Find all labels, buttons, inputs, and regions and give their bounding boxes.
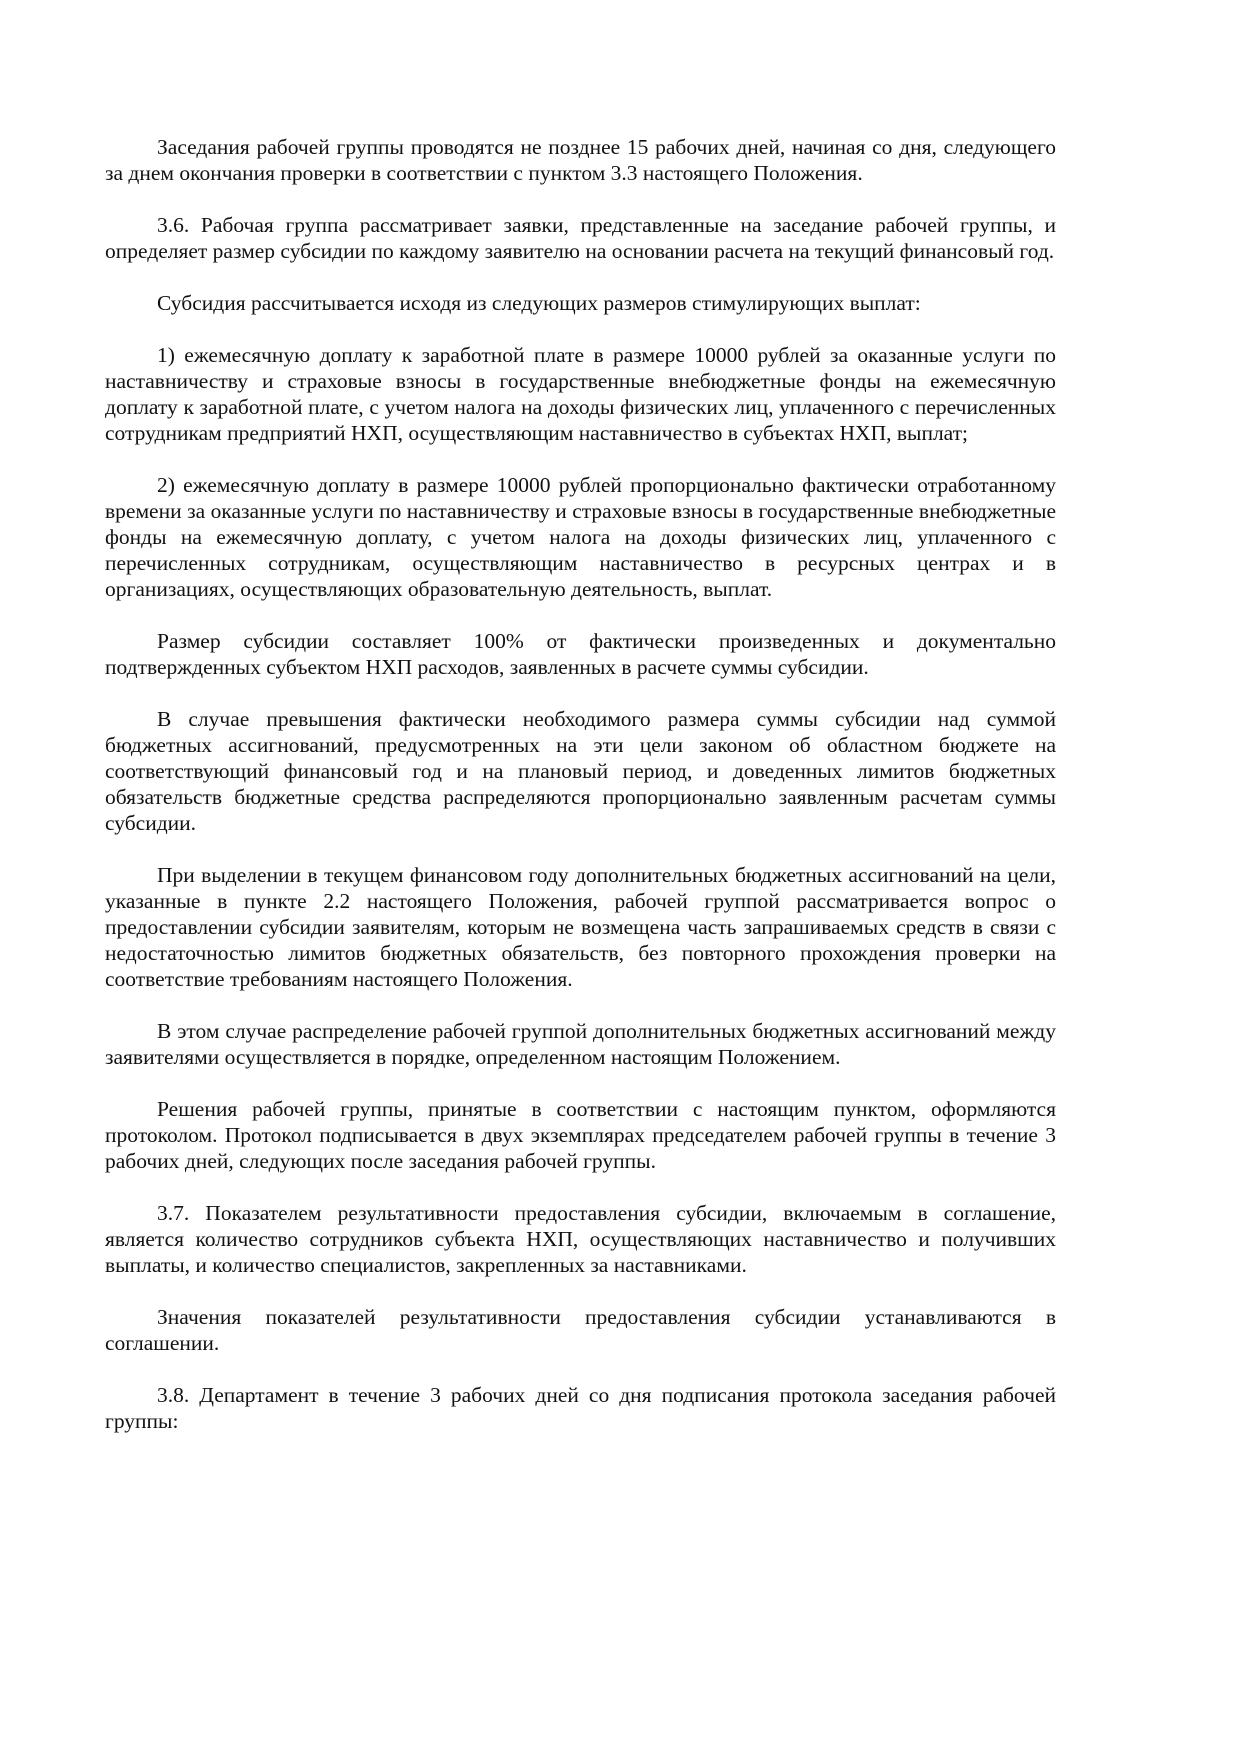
paragraph-meeting-deadline: Заседания рабочей группы проводятся не позднее 15 рабочих дней, начиная со дня, следующего за днем окончания проверки в соответствии с пунктом 3.3 настоящего Положения. (105, 135, 1056, 185)
list-item-2: 2) ежемесячную доплату в размере 10000 рублей пропорционально фактически отработанному времени за оказанные услуги по наставничеству и страховые взносы в государственные внебюджетные фонды на ежемесячную доплату, с учетом налога на доходы физических лиц, уплаченного с перечисленных сотрудникам, осуществляющим наставничество в ресурсных центрах и в организациях, осуществляющих образовательную деятельность, выплат. (105, 473, 1056, 601)
document-page (105, 134, 1056, 1460)
paragraph-additional-allocations: При выделении в текущем финансовом году дополнительных бюджетных ассигнований на цели, указанные в пункте 2.2 настоящего Положения, рабочей группой рассматривается вопрос о предоставлении субсидии заявителям, которым не возмещена часть запрашиваемых средств в связи с недостаточностью лимитов бюджетных обязательств, без повторного прохождения проверки на соответствие требованиям настоящего Положения. (105, 863, 1056, 991)
paragraph-subsidy-calculation: Субсидия рассчитывается исходя из следующих размеров стимулирующих выплат: (157, 291, 921, 315)
paragraph-distribution: В этом случае распределение рабочей группой дополнительных бюджетных ассигнований между заявителями осуществляется в порядке, определенном настоящим Положением. (105, 1019, 1056, 1069)
list-item-1: 1) ежемесячную доплату к заработной плате в размере 10000 рублей за оказанные услуги по наставничеству и страховые взносы в государственные внебюджетные фонды на ежемесячную доплату к заработной плате, с учетом налога на доходы физических лиц, уплаченного с перечисленных сотрудникам предприятий НХП, осуществляющим наставничество в субъектах НХП, выплат; (105, 343, 1056, 445)
paragraph-3-8: 3.8. Департамент в течение 3 рабочих дней со дня подписания протокола заседания рабочей группы: (105, 1383, 1056, 1433)
paragraph-subsidy-size: Размер субсидии составляет 100% от фактически произведенных и документально подтвержденных субъектом НХП расходов, заявленных в расчете суммы субсидии. (105, 629, 1056, 679)
paragraph-3-7: 3.7. Показателем результативности предоставления субсидии, включаемым в соглашение, является количество сотрудников субъекта НХП, осуществляющих наставничество и получивших выплаты, и количество специалистов, закрепленных за наставниками. (105, 1201, 1056, 1277)
paragraph-decisions-protocol: Решения рабочей группы, принятые в соответствии с настоящим пунктом, оформляются протоколом. Протокол подписывается в двух экземплярах председателем рабочей группы в течение 3 рабочих дней, следующих после заседания рабочей группы. (105, 1097, 1056, 1173)
paragraph-excess-case: В случае превышения фактически необходимого размера суммы субсидии над суммой бюджетных ассигнований, предусмотренных на эти цели законом об областном бюджете на соответствующий финансовый год и на плановый период, и доведенных лимитов бюджетных обязательств бюджетные средства распределяются пропорционально заявленным расчетам суммы субсидии. (105, 707, 1056, 835)
paragraph-indicator-values: Значения показателей результативности предоставления субсидии устанавливаются в соглашении. (105, 1305, 1056, 1355)
paragraph-3-6: 3.6. Рабочая группа рассматривает заявки, представленные на заседание рабочей группы, и определяет размер субсидии по каждому заявителю на основании расчета на текущий финансовый год. (105, 213, 1056, 263)
